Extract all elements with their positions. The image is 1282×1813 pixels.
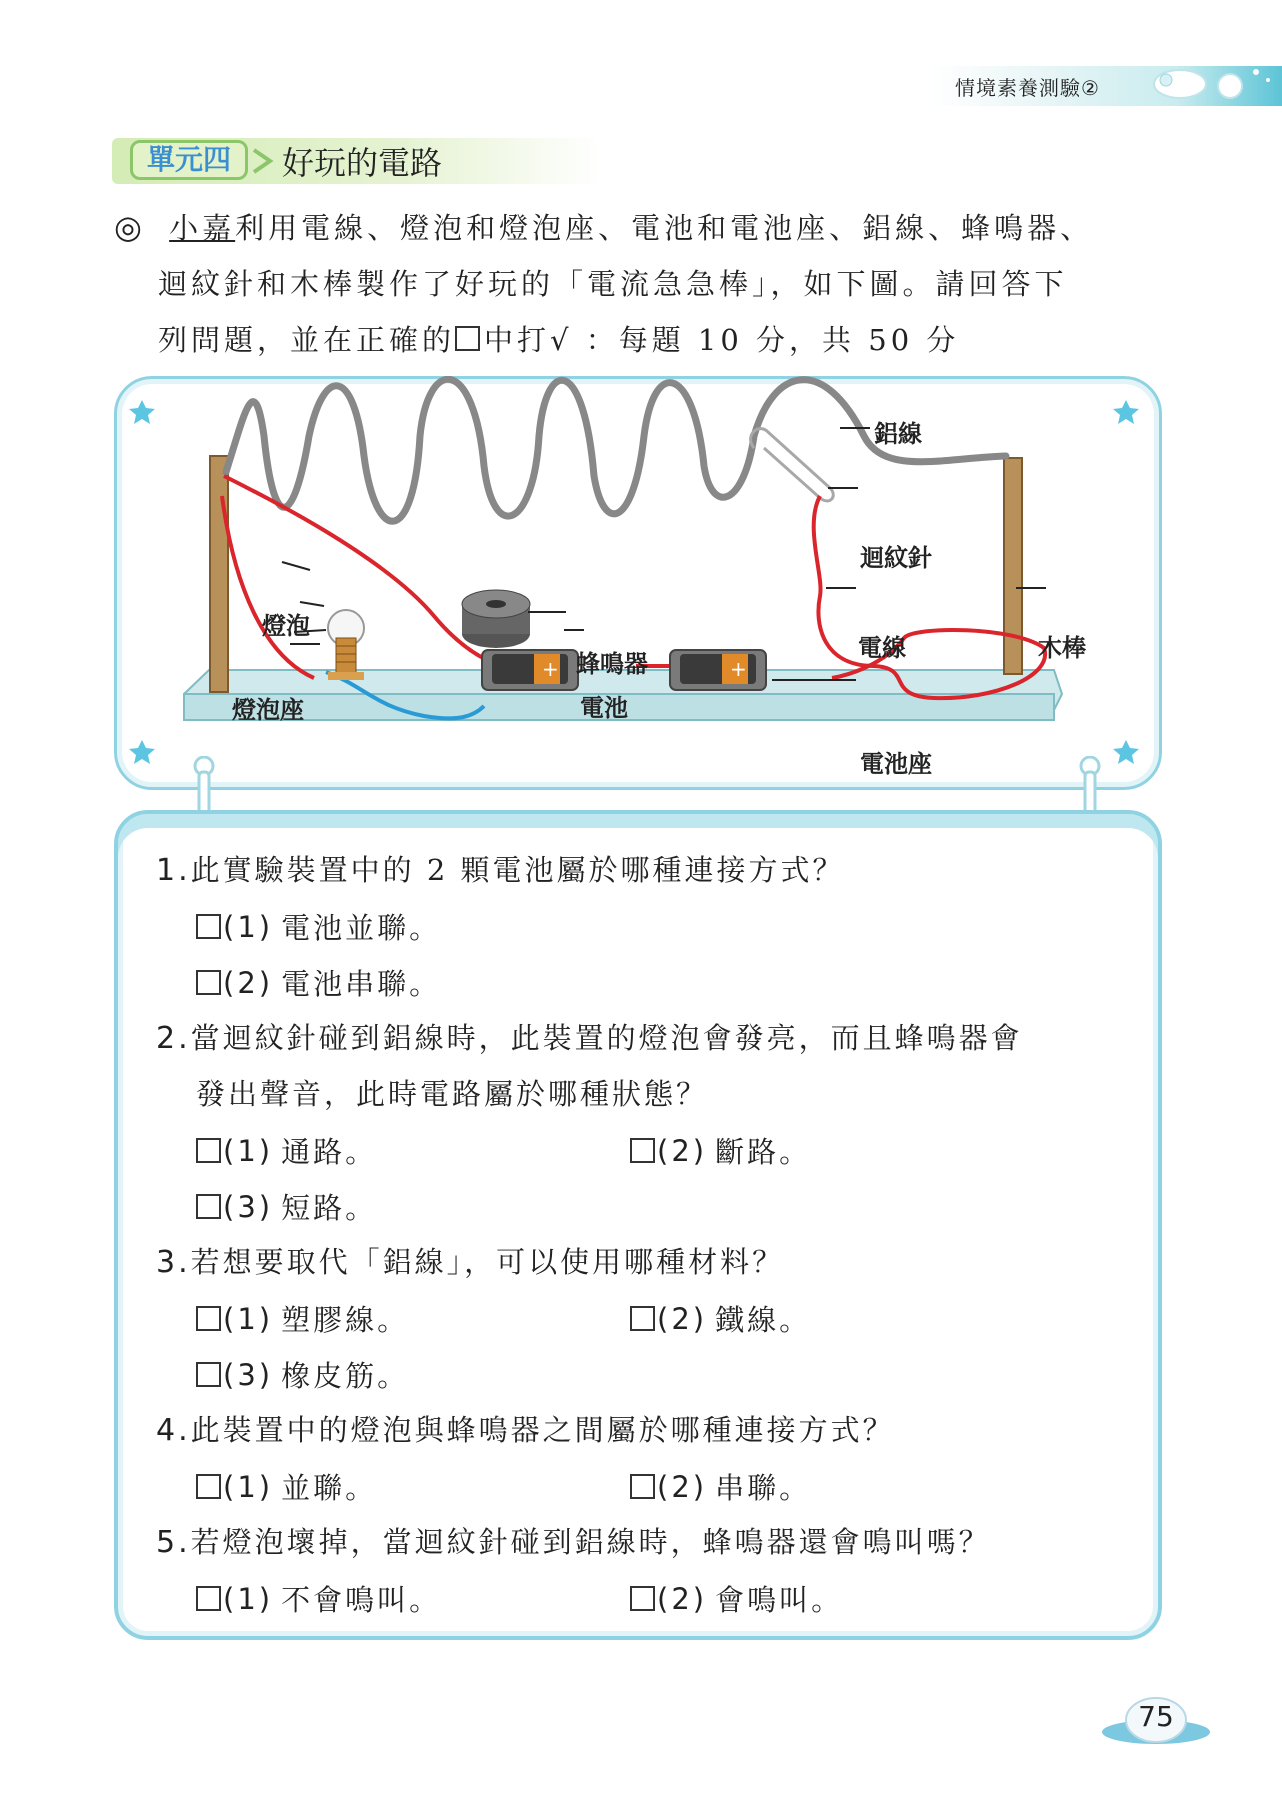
- unit-title: 好玩的電路: [282, 144, 443, 182]
- intro-line-2: 迴紋針和木棒製作了好玩的「電流急急棒」，如下圖。請回答下: [158, 267, 1068, 301]
- checkbox[interactable]: [196, 970, 221, 995]
- header-decoration-icon: [1130, 56, 1282, 112]
- page-number: 75: [1138, 1700, 1174, 1733]
- checkbox[interactable]: [196, 1138, 221, 1163]
- q2-option-1[interactable]: (1) 通路。: [196, 1130, 377, 1171]
- q3-option-3[interactable]: (3) 橡皮筋。: [196, 1354, 409, 1395]
- q1-option-2[interactable]: (2) 電池串聯。: [196, 962, 441, 1003]
- q4-option-2[interactable]: (2) 串聯。: [630, 1466, 811, 1507]
- header-title: 情境素養測驗②: [955, 76, 1100, 100]
- label-buzzer: 蜂鳴器: [576, 650, 648, 678]
- svg-text:+: +: [730, 657, 747, 681]
- label-wire: 電線: [858, 634, 906, 662]
- intro-text: 利用電線、燈泡和燈泡座、電池和電池座、鋁線、蜂鳴器、: [235, 211, 1094, 245]
- checkbox[interactable]: [196, 1586, 221, 1611]
- question-3: 3.若想要取代「鋁線」，可以使用哪種材料？: [156, 1245, 785, 1280]
- label-bulb: 燈泡: [262, 612, 310, 640]
- intro-name: 小嘉: [169, 211, 236, 245]
- q5-option-2[interactable]: (2) 會鳴叫。: [630, 1578, 843, 1619]
- question-2-line-2: 發出聲音，此時電路屬於哪種狀態？: [196, 1077, 709, 1111]
- checkbox[interactable]: [630, 1306, 655, 1331]
- question-1: 1.此實驗裝置中的 2 顆電池屬於哪種連接方式？: [156, 853, 845, 888]
- label-battery-holder: 電池座: [860, 750, 932, 778]
- q2-option-3[interactable]: (3) 短路。: [196, 1186, 377, 1227]
- q4-option-1[interactable]: (1) 並聯。: [196, 1466, 377, 1507]
- label-wood-stick: 木棒: [1038, 634, 1086, 662]
- checkbox[interactable]: [196, 1474, 221, 1499]
- checkbox[interactable]: [630, 1474, 655, 1499]
- question-2: 2.當迴紋針碰到鋁線時，此裝置的燈泡會發亮，而且蜂鳴器會: [156, 1021, 1023, 1056]
- checkbox[interactable]: [630, 1138, 655, 1163]
- checkbox-icon: [455, 326, 480, 351]
- q3-option-1[interactable]: (1) 塑膠線。: [196, 1298, 409, 1339]
- chevron-right-icon: [252, 148, 274, 174]
- intro-line-1: [114, 206, 1093, 247]
- svg-text:+: +: [542, 657, 559, 681]
- checkbox[interactable]: [196, 1194, 221, 1219]
- label-bulb-holder: 燈泡座: [232, 696, 304, 724]
- q1-option-1[interactable]: (1) 電池並聯。: [196, 906, 441, 947]
- q5-option-1[interactable]: (1) 不會鳴叫。: [196, 1578, 441, 1619]
- label-paper-clip: 迴紋針: [860, 544, 932, 572]
- q3-option-2[interactable]: (2) 鐵線。: [630, 1298, 811, 1339]
- q2-option-2[interactable]: (2) 斷路。: [630, 1130, 811, 1171]
- question-4: 4.此裝置中的燈泡與蜂鳴器之間屬於哪種連接方式？: [156, 1413, 895, 1448]
- circuit-figure: [114, 376, 1162, 790]
- bullet-icon: ◎: [114, 208, 146, 246]
- question-5: 5.若燈泡壞掉，當迴紋針碰到鋁線時，蜂鳴器還會鳴叫嗎？: [156, 1525, 991, 1560]
- checkbox[interactable]: [630, 1586, 655, 1611]
- label-aluminum-wire: 鋁線: [874, 420, 922, 448]
- label-battery: 電池: [580, 694, 628, 722]
- unit-badge: 單元四: [130, 140, 248, 180]
- checkbox[interactable]: [196, 1362, 221, 1387]
- checkbox[interactable]: [196, 914, 221, 939]
- intro-line-3: 列問題，並在正確的 中打√ ：每題 10 分，共 50 分: [158, 323, 960, 357]
- checkbox[interactable]: [196, 1306, 221, 1331]
